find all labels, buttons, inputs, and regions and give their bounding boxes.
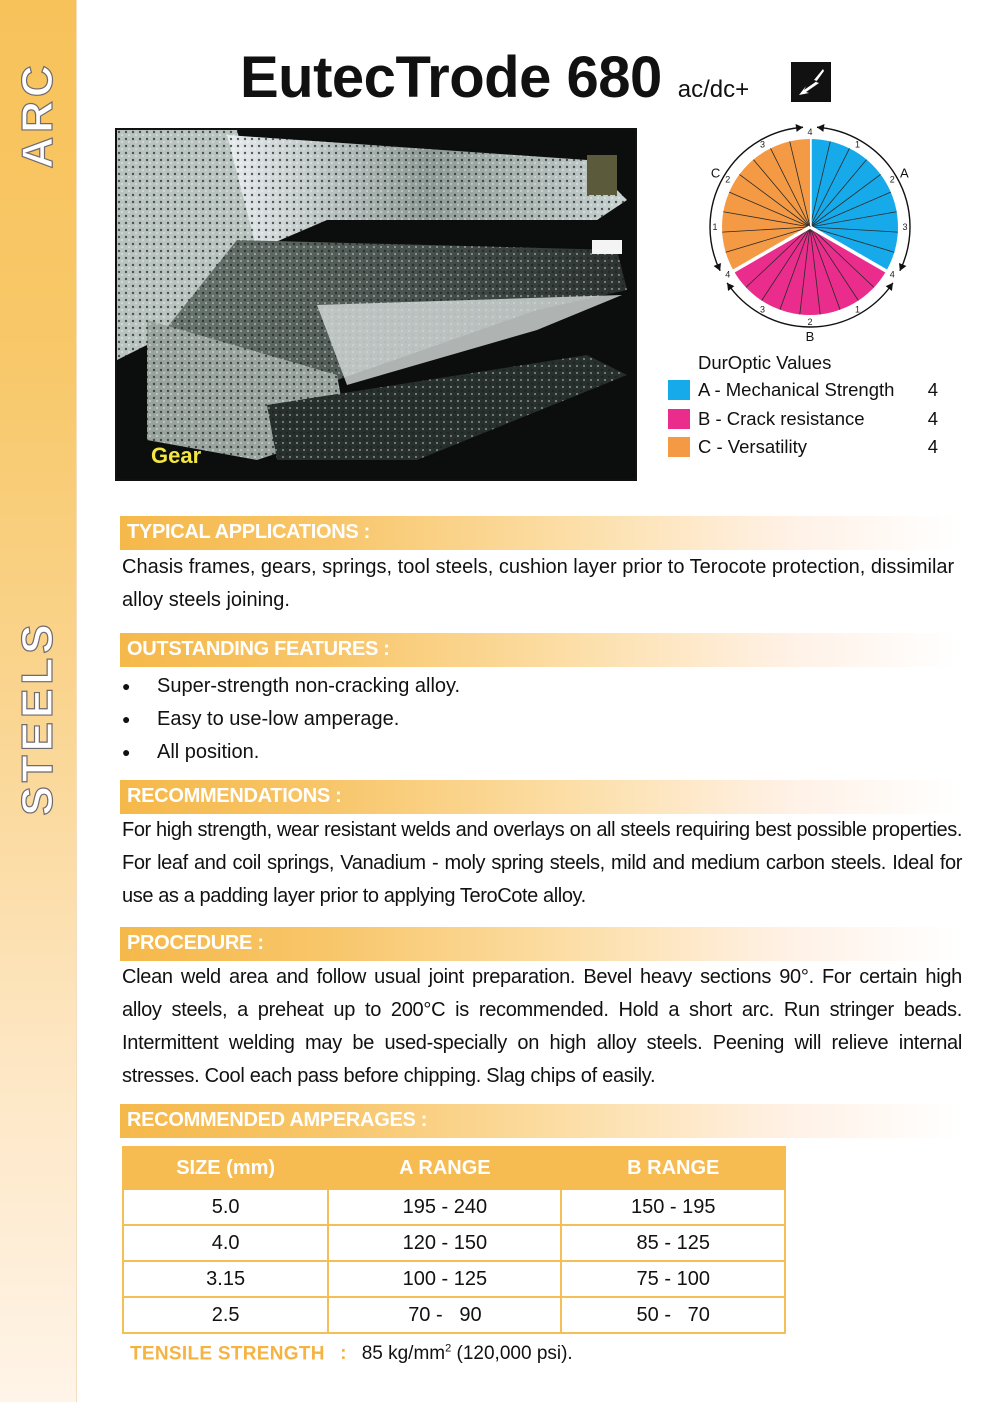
gear-image bbox=[117, 130, 635, 479]
column-header-a-range: A RANGE bbox=[328, 1147, 561, 1189]
legend-item bbox=[668, 405, 938, 434]
category-label-arc: ARC bbox=[13, 61, 62, 169]
cell-size: 2.5 bbox=[123, 1297, 328, 1333]
arrowhead-icon bbox=[817, 124, 824, 132]
scale-tick-label: 1 bbox=[854, 304, 861, 315]
recommendations-text: For high strength, wear resistant welds and overlays on all steels requiring best possible properties. For leaf and coil springs, Vanadium - moly spring steels, mild and medium carbon steels. Ideal for use as a padding layer prior to applying TeroCote alloy. bbox=[122, 819, 962, 907]
lightning-arrow-icon bbox=[791, 62, 831, 102]
tensile-value bbox=[362, 1343, 573, 1364]
arrowhead-icon bbox=[886, 283, 893, 291]
arrowhead-icon bbox=[796, 124, 803, 132]
legend-swatch-c bbox=[668, 437, 690, 457]
scale-tick-label: 3 bbox=[759, 139, 766, 150]
table-row bbox=[123, 1261, 785, 1297]
tensile-strength bbox=[130, 1343, 573, 1365]
heading-text: OUTSTANDING FEATURES : bbox=[127, 638, 390, 660]
cell-a-range: 70 - 90 bbox=[328, 1297, 561, 1333]
tensile-superscript: 2 bbox=[445, 1343, 452, 1355]
scale-tick-label: 4 bbox=[725, 269, 731, 280]
cell-a-range: 195 - 240 bbox=[328, 1189, 561, 1225]
duroptic-chart bbox=[700, 122, 930, 342]
legend-value: 4 bbox=[927, 407, 938, 429]
cell-size: 4.0 bbox=[123, 1225, 328, 1261]
procedure-text: Clean weld area and follow usual joint preparation. Bevel heavy sections 90°. For certain high alloy steels, a preheat up to 200°C is recommended. Hold a short arc. Run stringer beads. Intermittent welding may be used-specially on high alloy steels. Peening will relieve internal stresses. Cool each pass before chipping. Slag chips of easily. bbox=[122, 966, 962, 1087]
bullet-icon: ● bbox=[122, 744, 131, 760]
cell-b-range: 150 - 195 bbox=[561, 1189, 785, 1225]
scale-tick-label: 2 bbox=[807, 317, 813, 327]
photo-caption: Gear bbox=[151, 443, 202, 468]
category-label-b: B bbox=[805, 329, 815, 342]
arrowhead-icon bbox=[727, 283, 734, 291]
heading-text: RECOMMENDATIONS : bbox=[127, 785, 342, 807]
section-heading-procedure bbox=[120, 927, 958, 961]
section-heading-features bbox=[120, 633, 958, 667]
amperage-table bbox=[122, 1146, 786, 1334]
cell-a-range: 100 - 125 bbox=[328, 1261, 561, 1297]
scale-tick-label: 1 bbox=[854, 139, 861, 150]
scale-tick-label: 3 bbox=[902, 222, 908, 232]
tensile-value-psi: (120,000 psi). bbox=[451, 1343, 573, 1365]
page-title bbox=[240, 44, 749, 114]
table-row bbox=[123, 1225, 785, 1261]
scale-tick-label: 3 bbox=[759, 304, 766, 315]
legend-label: B - Crack resistance bbox=[698, 407, 865, 429]
heading-text: TYPICAL APPLICATIONS : bbox=[127, 521, 371, 543]
legend-item bbox=[668, 433, 938, 462]
category-label-steels: STEELS bbox=[13, 620, 62, 816]
product-photo bbox=[115, 128, 637, 481]
scale-tick-label: 2 bbox=[889, 174, 895, 185]
column-header-b-range: B RANGE bbox=[561, 1147, 785, 1189]
bullet-icon: ● bbox=[122, 711, 131, 727]
scale-tick-label: 4 bbox=[889, 269, 895, 280]
legend-swatch-a bbox=[668, 380, 690, 400]
cell-b-range: 50 - 70 bbox=[561, 1297, 785, 1333]
tensile-separator: : bbox=[340, 1343, 347, 1365]
category-label-a: A bbox=[900, 165, 909, 181]
features-list bbox=[120, 670, 920, 769]
category-label-c: C bbox=[710, 165, 721, 181]
feature-text: Easy to use-low amperage. bbox=[157, 708, 400, 730]
section-heading-recommendations bbox=[120, 780, 958, 814]
legend-item bbox=[668, 376, 938, 405]
heading-text: RECOMMENDED AMPERAGES : bbox=[127, 1109, 428, 1131]
tensile-label: TENSILE STRENGTH bbox=[130, 1343, 325, 1365]
table-row bbox=[123, 1189, 785, 1225]
legend-swatch-b bbox=[668, 409, 690, 429]
column-header-size: SIZE (mm) bbox=[123, 1147, 328, 1189]
heading-text: PROCEDURE : bbox=[127, 932, 264, 954]
tensile-value-main: 85 kg/mm bbox=[361, 1343, 446, 1365]
table-row bbox=[123, 1297, 785, 1333]
list-item bbox=[120, 703, 920, 736]
applications-text: Chasis frames, gears, springs, tool steels, cushion layer prior to Terocote protection, dissimilar alloy steels joining. bbox=[122, 556, 955, 611]
list-item bbox=[120, 736, 920, 769]
cell-size: 5.0 bbox=[123, 1189, 328, 1225]
scale-tick-label: 4 bbox=[807, 127, 813, 137]
category-stripe bbox=[0, 0, 77, 1402]
cell-size: 3.15 bbox=[123, 1261, 328, 1297]
current-type: ac/dc+ bbox=[677, 76, 750, 103]
legend-value: 4 bbox=[927, 436, 938, 458]
legend-label: A - Mechanical Strength bbox=[698, 379, 895, 401]
feature-text: All position. bbox=[157, 741, 260, 763]
scale-tick-label: 2 bbox=[725, 174, 731, 185]
legend-title: DurOptic Values bbox=[698, 352, 832, 373]
section-heading-amperages bbox=[120, 1104, 958, 1138]
duroptic-pie bbox=[710, 124, 910, 342]
cell-b-range: 75 - 100 bbox=[561, 1261, 785, 1297]
product-name: EutecTrode 680 bbox=[240, 45, 662, 110]
bullet-icon: ● bbox=[122, 678, 131, 694]
table-header-row bbox=[123, 1147, 785, 1189]
cell-b-range: 85 - 125 bbox=[561, 1225, 785, 1261]
scale-tick-label: 1 bbox=[712, 222, 718, 232]
duroptic-legend bbox=[668, 350, 938, 462]
section-heading-applications bbox=[120, 516, 958, 550]
legend-label: C - Versatility bbox=[698, 436, 807, 458]
legend-value: 4 bbox=[927, 379, 938, 401]
feature-text: Super-strength non-cracking alloy. bbox=[157, 675, 461, 697]
cell-a-range: 120 - 150 bbox=[328, 1225, 561, 1261]
list-item bbox=[120, 670, 920, 703]
